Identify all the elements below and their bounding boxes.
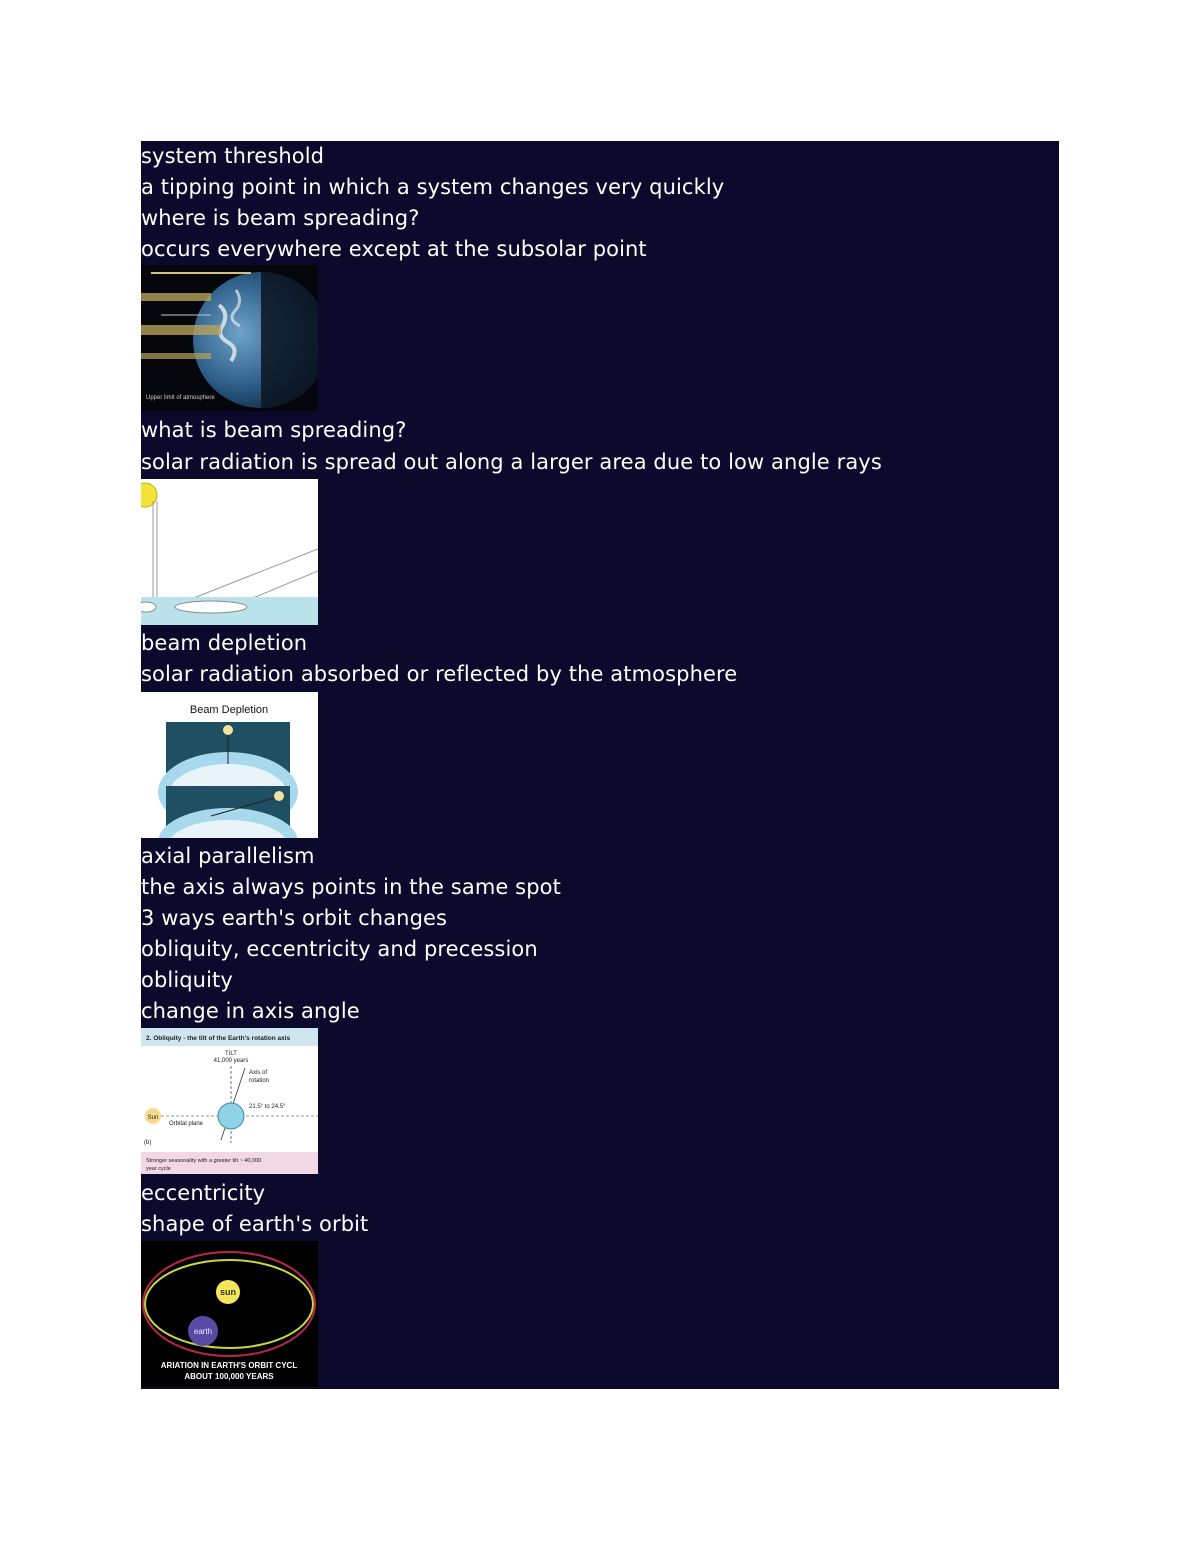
definition-where-beam-spreading: occurs everywhere except at the subsolar point bbox=[141, 237, 647, 261]
eccentricity-caption-1: ARIATION IN EARTH'S ORBIT CYCL bbox=[160, 1361, 298, 1370]
flashcard-panel bbox=[141, 141, 1059, 1389]
definition-beam-depletion: solar radiation absorbed or reflected by the atmosphere bbox=[141, 662, 738, 686]
beam-depletion-title: Beam Depletion bbox=[189, 704, 269, 716]
term-what-beam-spreading: what is beam spreading? bbox=[141, 418, 407, 442]
obliquity-axis-label-1: Axis of bbox=[249, 1070, 268, 1076]
obliquity-sun-label: Sun bbox=[147, 1115, 159, 1121]
definition-obliquity: change in axis angle bbox=[141, 999, 360, 1023]
earth-beam-spreading-photo bbox=[141, 265, 318, 411]
obliquity-footer-1: Stronger seasonality with a greater tilt ~ 40,000 bbox=[146, 1158, 262, 1164]
obliquity-panel-letter: (b) bbox=[144, 1140, 152, 1146]
beam-spreading-diagram bbox=[141, 479, 318, 625]
term-where-beam-spreading: where is beam spreading? bbox=[141, 206, 420, 230]
eccentricity-caption-2: ABOUT 100,000 YEARS bbox=[184, 1372, 274, 1381]
term-beam-depletion: beam depletion bbox=[141, 631, 308, 655]
obliquity-tilt-label: TILT bbox=[225, 1051, 237, 1057]
definition-eccentricity: shape of earth's orbit bbox=[141, 1212, 369, 1236]
definition-orbit-changes: obliquity, eccentricity and precession bbox=[141, 937, 538, 961]
term-system-threshold: system threshold bbox=[141, 144, 325, 168]
obliquity-diagram bbox=[141, 1028, 318, 1174]
definition-what-beam-spreading: solar radiation is spread out along a larger area due to low angle rays bbox=[141, 450, 882, 474]
obliquity-footer-2: year cycle bbox=[146, 1166, 171, 1172]
definition-system-threshold: a tipping point in which a system changes very quickly bbox=[141, 175, 725, 199]
definition-axial-parallelism: the axis always points in the same spot bbox=[141, 875, 561, 899]
term-obliquity: obliquity bbox=[141, 968, 233, 992]
eccentricity-sun-label: sun bbox=[219, 1287, 237, 1297]
eccentricity-orbit-diagram bbox=[141, 1241, 318, 1387]
eccentricity-earth-label: earth bbox=[193, 1327, 213, 1336]
earth-photo-caption: Upper limit of atmosphere bbox=[146, 395, 215, 401]
obliquity-range-label: 21.5° to 24.5° bbox=[249, 1104, 286, 1110]
term-eccentricity: eccentricity bbox=[141, 1181, 266, 1205]
obliquity-axis-label-2: rotation bbox=[249, 1078, 270, 1084]
beam-depletion-diagram bbox=[141, 692, 318, 838]
term-orbit-changes: 3 ways earth's orbit changes bbox=[141, 906, 448, 930]
obliquity-title: 2. Obliquity - the tilt of the Earth's rotation axis bbox=[146, 1035, 291, 1042]
term-axial-parallelism: axial parallelism bbox=[141, 844, 315, 868]
obliquity-period-label: 41,000 years bbox=[213, 1058, 249, 1064]
obliquity-orbital-plane-label: Orbital plane bbox=[169, 1121, 204, 1127]
